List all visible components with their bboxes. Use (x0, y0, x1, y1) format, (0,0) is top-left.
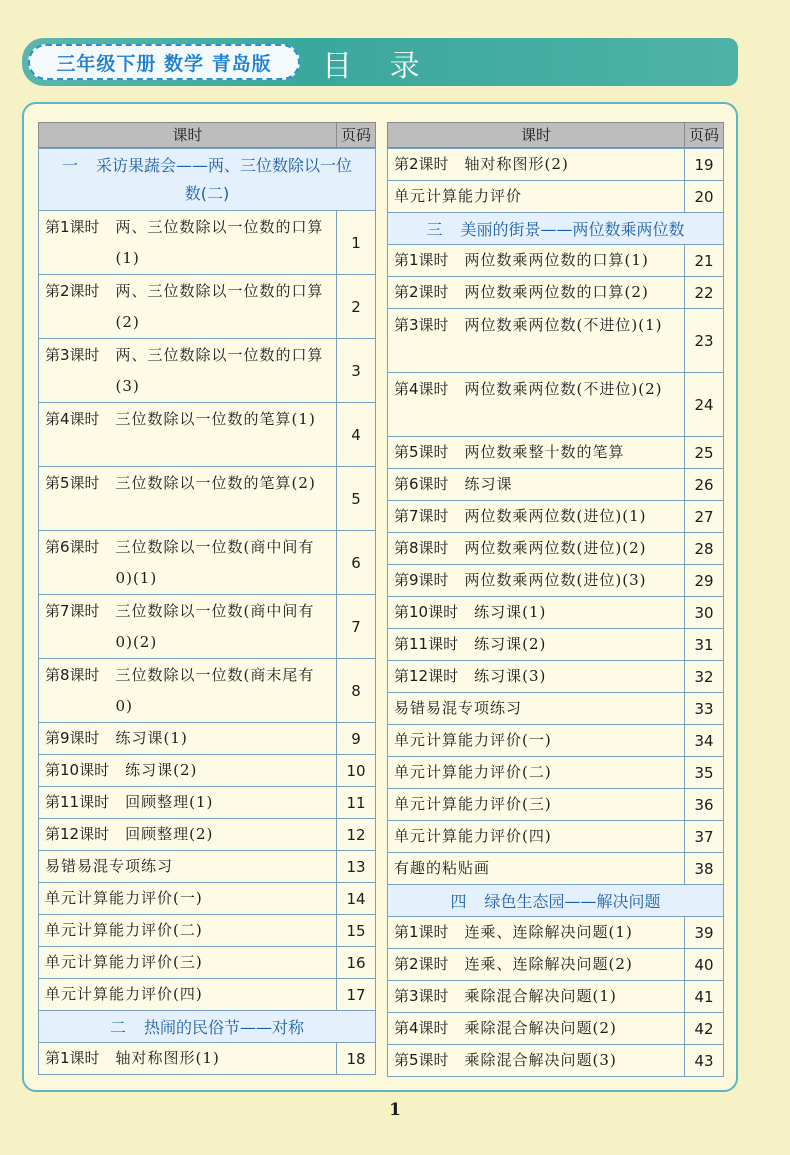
lesson-label: 第11课时 (45, 793, 110, 811)
lesson-title: 两位数乘两位数的口算(1) (464, 251, 649, 269)
page-number-cell: 30 (684, 597, 723, 628)
toc-entry (39, 819, 336, 850)
lesson-label: 第4课时 (394, 380, 449, 398)
toc-row[interactable] (388, 724, 723, 756)
toc-row[interactable] (39, 466, 375, 530)
lesson-label: 第10课时 (45, 761, 110, 779)
page-number-cell: 11 (336, 787, 375, 818)
right-rows-group-3 (388, 916, 723, 1076)
page-number-cell: 31 (684, 629, 723, 660)
toc-row[interactable] (39, 274, 375, 338)
lesson-title: 连乘、连除解决问题(2) (464, 955, 633, 973)
toc-entry (388, 821, 684, 852)
page-number-cell: 25 (684, 437, 723, 468)
lesson-title: 两位数乘整十数的笔算 (464, 443, 625, 461)
lesson-header: 课时 (520, 126, 551, 144)
lesson-title: 单元计算能力评价 (394, 187, 523, 205)
toc-row[interactable] (39, 530, 375, 594)
page-number-cell: 22 (684, 277, 723, 308)
toc-entry (39, 915, 336, 946)
page-number-cell: 8 (336, 659, 375, 722)
lesson-label: 第5课时 (394, 443, 449, 461)
lesson-title: 单元计算能力评价(四) (45, 985, 203, 1003)
lesson-label: 第1课时 (394, 251, 449, 269)
page-header: 页码 (336, 123, 375, 147)
toc-entry (39, 755, 336, 786)
toc-row[interactable] (388, 628, 723, 660)
toc-entry (388, 757, 684, 788)
lesson-title: 易错易混专项练习 (394, 699, 523, 717)
toc-entry (388, 917, 684, 948)
page-number-cell: 27 (684, 501, 723, 532)
grade-badge: 三年级下册 数学 青岛版 (28, 44, 300, 80)
lesson-title: 两位数乘两位数(进位)(3) (464, 571, 647, 589)
toc-row[interactable] (39, 754, 375, 786)
toc-entry (388, 693, 684, 724)
page-number-cell: 34 (684, 725, 723, 756)
lesson-label: 第2课时 (394, 283, 449, 301)
page-title: 目 录 (322, 49, 434, 84)
right-rows-group-2 (388, 244, 723, 884)
page-number-cell: 24 (684, 373, 723, 436)
lesson-title: 轴对称图形(2) (464, 155, 569, 173)
toc-row[interactable] (388, 180, 723, 212)
toc-entry (39, 851, 336, 882)
section-title: 美丽的街景——两位数乘两位数 (460, 220, 685, 239)
lesson-label: 第6课时 (394, 475, 449, 493)
page-number-cell: 26 (684, 469, 723, 500)
toc-entry (39, 883, 336, 914)
page-number-cell: 35 (684, 757, 723, 788)
toc-row[interactable] (388, 692, 723, 724)
lesson-title: 练习课(1) (115, 729, 188, 747)
lesson-label: 第3课时 (45, 346, 100, 364)
lesson-title: 乘除混合解决问题(3) (464, 1051, 617, 1069)
toc-entry (388, 181, 684, 212)
toc-row[interactable] (388, 948, 723, 980)
lesson-title: 练习课 (464, 475, 513, 493)
toc-entry (39, 723, 336, 754)
page-number-cell: 32 (684, 661, 723, 692)
toc-row[interactable] (388, 244, 723, 276)
page-number-cell: 38 (684, 853, 723, 884)
page-number-cell: 40 (684, 949, 723, 980)
section-header-1[interactable] (39, 148, 375, 210)
section-title: 采访果蔬会——两、三位数除以一位数(二) (96, 156, 353, 203)
lesson-label: 第2课时 (394, 155, 449, 173)
lesson-title: 练习课(1) (474, 603, 547, 621)
toc-entry (39, 403, 336, 466)
toc-entry (39, 787, 336, 818)
toc-row[interactable] (388, 660, 723, 692)
page-number-cell: 1 (336, 211, 375, 274)
toc-entry (388, 245, 684, 276)
page-number-cell: 43 (684, 1045, 723, 1076)
lesson-label: 第12课时 (45, 825, 110, 843)
toc-row[interactable] (39, 978, 375, 1010)
toc-entry (388, 661, 684, 692)
page-number-cell: 2 (336, 275, 375, 338)
lesson-title: 单元计算能力评价(四) (394, 827, 552, 845)
lesson-label: 第1课时 (45, 218, 100, 236)
lesson-label: 第1课时 (45, 1049, 100, 1067)
lesson-title: 单元计算能力评价(三) (45, 953, 203, 971)
page-number-cell: 10 (336, 755, 375, 786)
toc-row[interactable] (39, 818, 375, 850)
lesson-title: 三位数除以一位数(商中间有0)(1) (115, 538, 315, 587)
toc-entry (388, 1013, 684, 1044)
section-title: 绿色生态园——解决问题 (484, 892, 661, 911)
page-number-cell: 42 (684, 1013, 723, 1044)
toc-row[interactable] (39, 850, 375, 882)
lesson-title: 练习课(3) (474, 667, 547, 685)
toc-row[interactable] (388, 756, 723, 788)
toc-row[interactable] (388, 820, 723, 852)
section-number: 一 (61, 156, 78, 175)
lesson-title: 两位数乘两位数(不进位)(1) (464, 316, 663, 334)
section-number: 二 (109, 1018, 126, 1037)
left-rows-group-1 (39, 210, 375, 722)
lesson-title: 两位数乘两位数(进位)(2) (464, 539, 647, 557)
lesson-label: 第7课时 (45, 602, 100, 620)
lesson-title: 两、三位数除以一位数的口算(2) (115, 282, 324, 331)
page-number-cell: 29 (684, 565, 723, 596)
lesson-title: 单元计算能力评价(三) (394, 795, 552, 813)
toc-entry (388, 373, 684, 436)
toc-entry (39, 659, 336, 722)
lesson-title: 练习课(2) (474, 635, 547, 653)
toc-row[interactable] (388, 148, 723, 180)
lesson-title: 有趣的粘贴画 (394, 859, 491, 877)
page-number-cell: 36 (684, 789, 723, 820)
toc-row[interactable] (388, 1044, 723, 1076)
lesson-title: 三位数除以一位数(商中间有0)(2) (115, 602, 315, 651)
toc-entry (388, 501, 684, 532)
lesson-title: 两位数乘两位数(不进位)(2) (464, 380, 663, 398)
lesson-label: 第8课时 (45, 666, 100, 684)
page-number-cell: 15 (336, 915, 375, 946)
page-number-cell: 12 (336, 819, 375, 850)
toc-entry (388, 981, 684, 1012)
toc-row[interactable] (388, 372, 723, 436)
toc-row[interactable] (39, 658, 375, 722)
toc-row[interactable] (388, 436, 723, 468)
lesson-label: 第3课时 (394, 316, 449, 334)
lesson-title: 乘除混合解决问题(1) (464, 987, 617, 1005)
lesson-title: 连乘、连除解决问题(1) (464, 923, 633, 941)
toc-entry (388, 725, 684, 756)
lesson-label: 第5课时 (394, 1051, 449, 1069)
lesson-title: 回顾整理(2) (125, 825, 214, 843)
toc-entry (39, 531, 336, 594)
toc-entry (388, 149, 684, 180)
toc-row[interactable] (39, 1042, 375, 1074)
column-header (38, 122, 376, 148)
page-number-cell: 21 (684, 245, 723, 276)
lesson-label: 第2课时 (394, 955, 449, 973)
lesson-title: 两位数乘两位数(进位)(1) (464, 507, 647, 525)
toc-row[interactable] (388, 308, 723, 372)
toc-right-column (387, 122, 724, 1077)
toc-entry (388, 949, 684, 980)
toc-entry (39, 211, 336, 274)
section-number: 三 (426, 220, 443, 239)
page-number-cell: 3 (336, 339, 375, 402)
section-header-2[interactable] (39, 1010, 375, 1042)
lesson-title: 单元计算能力评价(一) (394, 731, 552, 749)
page-number-cell: 7 (336, 595, 375, 658)
toc-row[interactable] (388, 980, 723, 1012)
toc-entry (39, 1043, 336, 1074)
toc-table-right (387, 148, 724, 1077)
column-header (387, 122, 724, 148)
page-number-cell: 20 (684, 181, 723, 212)
lesson-title: 轴对称图形(1) (115, 1049, 220, 1067)
toc-entry (39, 595, 336, 658)
section-header-3[interactable] (388, 212, 723, 244)
lesson-label: 第5课时 (45, 474, 100, 492)
lesson-title: 乘除混合解决问题(2) (464, 1019, 617, 1037)
lesson-label: 第2课时 (45, 282, 100, 300)
lesson-label: 第9课时 (394, 571, 449, 589)
toc-row[interactable] (388, 596, 723, 628)
page-number-cell: 13 (336, 851, 375, 882)
page-number-cell: 23 (684, 309, 723, 372)
lesson-title: 两位数乘两位数的口算(2) (464, 283, 649, 301)
page-number-cell: 41 (684, 981, 723, 1012)
toc-entry (388, 277, 684, 308)
toc-row[interactable] (388, 916, 723, 948)
page-header: 页码 (684, 123, 723, 147)
lesson-title: 单元计算能力评价(二) (394, 763, 552, 781)
toc-row[interactable] (388, 788, 723, 820)
page-number-cell: 17 (336, 979, 375, 1010)
page-number: 1 (389, 1100, 401, 1120)
left-rows-group-3 (39, 1042, 375, 1074)
toc-row[interactable] (39, 402, 375, 466)
toc-row[interactable] (388, 1012, 723, 1044)
toc-row[interactable] (388, 500, 723, 532)
lesson-title: 单元计算能力评价(二) (45, 921, 203, 939)
lesson-label: 第7课时 (394, 507, 449, 525)
lesson-label: 第4课时 (394, 1019, 449, 1037)
lesson-label: 第4课时 (45, 410, 100, 428)
toc-row[interactable] (39, 946, 375, 978)
lesson-title: 回顾整理(1) (125, 793, 214, 811)
lesson-title: 练习课(2) (125, 761, 198, 779)
toc-row[interactable] (39, 594, 375, 658)
page-number-cell: 19 (684, 149, 723, 180)
toc-row[interactable] (39, 786, 375, 818)
page-number-cell: 6 (336, 531, 375, 594)
toc-row[interactable] (388, 532, 723, 564)
toc-entry (388, 597, 684, 628)
toc-row[interactable] (39, 722, 375, 754)
lesson-header: 课时 (172, 126, 203, 144)
page-number-cell: 14 (336, 883, 375, 914)
toc-row[interactable] (39, 914, 375, 946)
lesson-title: 三位数除以一位数的笔算(2) (115, 474, 316, 492)
lesson-title: 两、三位数除以一位数的口算(1) (115, 218, 324, 267)
lesson-label: 第10课时 (394, 603, 459, 621)
toc-entry (388, 629, 684, 660)
page-number-cell: 5 (336, 467, 375, 530)
section-title: 热闹的民俗节——对称 (144, 1018, 305, 1037)
section-header-4[interactable] (388, 884, 723, 916)
lesson-label: 第3课时 (394, 987, 449, 1005)
page-number-cell: 4 (336, 403, 375, 466)
toc-entry (39, 275, 336, 338)
toc-row[interactable] (39, 210, 375, 274)
toc-entry (39, 467, 336, 530)
toc-entry (388, 469, 684, 500)
lesson-title: 两、三位数除以一位数的口算(3) (115, 346, 324, 395)
toc-entry (388, 853, 684, 884)
lesson-title: 三位数除以一位数(商末尾有0) (115, 666, 315, 715)
toc-row[interactable] (388, 276, 723, 308)
lesson-label: 第1课时 (394, 923, 449, 941)
left-rows-group-2 (39, 722, 375, 1010)
toc-entry (39, 339, 336, 402)
toc-row[interactable] (388, 564, 723, 596)
page-number-cell: 39 (684, 917, 723, 948)
toc-left-column (38, 122, 376, 1075)
page-number-cell: 9 (336, 723, 375, 754)
toc-entry (388, 789, 684, 820)
page-number-cell: 16 (336, 947, 375, 978)
lesson-label: 第9课时 (45, 729, 100, 747)
page-number-cell: 28 (684, 533, 723, 564)
section-number: 四 (450, 892, 467, 911)
toc-table-left (38, 148, 376, 1075)
lesson-label: 第11课时 (394, 635, 459, 653)
toc-entry (388, 533, 684, 564)
toc-row[interactable] (39, 882, 375, 914)
page-number-cell: 33 (684, 693, 723, 724)
toc-row[interactable] (39, 338, 375, 402)
lesson-title: 易错易混专项练习 (45, 857, 174, 875)
lesson-title: 单元计算能力评价(一) (45, 889, 203, 907)
toc-entry (39, 947, 336, 978)
toc-row[interactable] (388, 468, 723, 500)
lesson-label: 第6课时 (45, 538, 100, 556)
page-number-cell: 18 (336, 1043, 375, 1074)
lesson-title: 三位数除以一位数的笔算(1) (115, 410, 316, 428)
toc-entry (39, 979, 336, 1010)
toc-entry (388, 309, 684, 372)
right-rows-group-1 (388, 148, 723, 212)
toc-row[interactable] (388, 852, 723, 884)
lesson-label: 第8课时 (394, 539, 449, 557)
toc-entry (388, 437, 684, 468)
toc-entry (388, 1045, 684, 1076)
toc-entry (388, 565, 684, 596)
page-number-cell: 37 (684, 821, 723, 852)
lesson-label: 第12课时 (394, 667, 459, 685)
